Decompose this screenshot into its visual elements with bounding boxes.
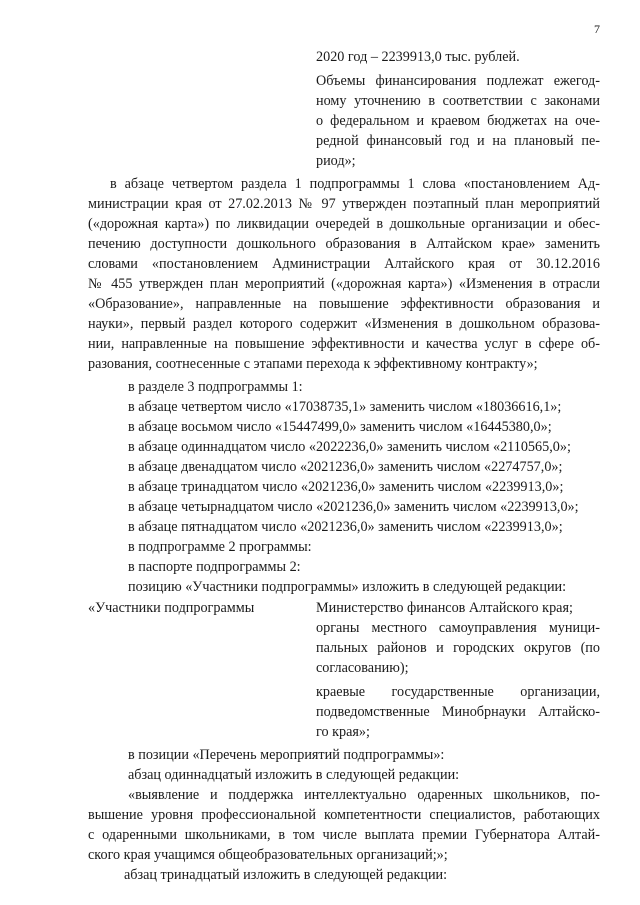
top-block-line: Объемы финансирования подлежат ежегод-	[316, 73, 600, 89]
paragraph-line: вышение уровня профессиональной компетентности специалистов, работающих	[88, 807, 600, 823]
paragraph-line: словами «постановлением Администрации Алтайского края от 30.12.2016	[88, 256, 600, 272]
top-block-line: о федеральном и краевом бюджетах на оче-	[316, 113, 600, 129]
table-right-line: пальных районов и городских округов (по	[316, 640, 600, 656]
table-left-cell: «Участники подпрограммы	[88, 600, 255, 616]
list-item: в абзаце пятнадцатом число «2021236,0» заменить числом «2239913,0»;	[128, 519, 563, 535]
paragraph-line: «выявление и поддержка интеллектуально одаренных школьников, по-	[128, 787, 600, 803]
table-right-line: краевые государственные организации,	[316, 684, 600, 700]
paragraph-line: с одаренными школьниками, в том числе выплата премии Губернатора Алтай-	[88, 827, 600, 843]
table-right-line: Министерство финансов Алтайского края;	[316, 600, 573, 616]
list-item: в абзаце двенадцатом число «2021236,0» заменить числом «2274757,0»;	[128, 459, 563, 475]
list-item: в разделе 3 подпрограммы 1:	[128, 379, 303, 395]
list-item: в абзаце четырнадцатом число «2021236,0» заменить числом «2239913,0»;	[128, 499, 579, 515]
paragraph-line: абзац тринадцатый изложить в следующей редакции:	[124, 867, 448, 883]
table-right-line: согласованию);	[316, 660, 409, 676]
top-block-line: ному уточнению в соответствии с законами	[316, 93, 600, 109]
paragraph-line: № 455 утвержден план мероприятий («дорожная карта») «Изменения в отрасли	[88, 276, 600, 292]
list-item: в абзаце четвертом число «17038735,1» заменить числом «18036616,1»;	[128, 399, 562, 415]
list-item: позицию «Участники подпрограммы» изложить в следующей редакции:	[128, 579, 567, 595]
table-right-line: подведомственные Минобрнауки Алтайско-	[316, 704, 600, 720]
list-item: в подпрограмме 2 программы:	[128, 539, 312, 555]
paragraph-line: ского края учащимся общеобразовательных организаций;»;	[88, 847, 448, 863]
table-right-line: го края»;	[316, 724, 370, 740]
paragraph-line: науки», первый раздел которого содержит «Изменения в дошкольном образова-	[88, 316, 600, 332]
paragraph-line: «Образование», направленные на повышение эффективности образования и	[88, 296, 600, 312]
list-item: в абзаце одиннадцатом число «2022236,0» заменить числом «2110565,0»;	[128, 439, 571, 455]
list-item: в абзаце восьмом число «15447499,0» заменить числом «16445380,0»;	[128, 419, 552, 435]
paragraph-line: («дорожная карта») по ликвидации очередей в дошкольные организации и обес-	[88, 216, 600, 232]
paragraph-line: в позиции «Перечень мероприятий подпрограммы»:	[128, 747, 445, 763]
paragraph-line: абзац одиннадцатый изложить в следующей редакции:	[128, 767, 460, 783]
paragraph-line: в абзаце четвертом раздела 1 подпрограммы 1 слова «постановлением Ад-	[110, 176, 600, 192]
page-number: 7	[594, 22, 600, 36]
paragraph-line: разования, соотнесенные с этапами перехода к эффективному контракту»;	[88, 356, 538, 372]
top-block-line: риод»;	[316, 153, 356, 169]
list-item: в паспорте подпрограммы 2:	[128, 559, 301, 575]
paragraph-line: печению доступности дошкольного образования в Алтайском крае» заменить	[88, 236, 600, 252]
paragraph-line: министрации края от 27.02.2013 № 97 утвержден поэтапный план мероприятий	[88, 196, 600, 212]
table-right-line: органы местного самоуправления муници-	[316, 620, 600, 636]
paragraph-line: нии, направленные на повышение эффективности и качества услуг в сфере об-	[88, 336, 600, 352]
list-item: в абзаце тринадцатом число «2021236,0» заменить числом «2239913,0»;	[128, 479, 564, 495]
top-block-line: редной финансовый год и на плановый пе-	[316, 133, 600, 149]
top-block-line: 2020 год – 2239913,0 тыс. рублей.	[316, 49, 520, 65]
